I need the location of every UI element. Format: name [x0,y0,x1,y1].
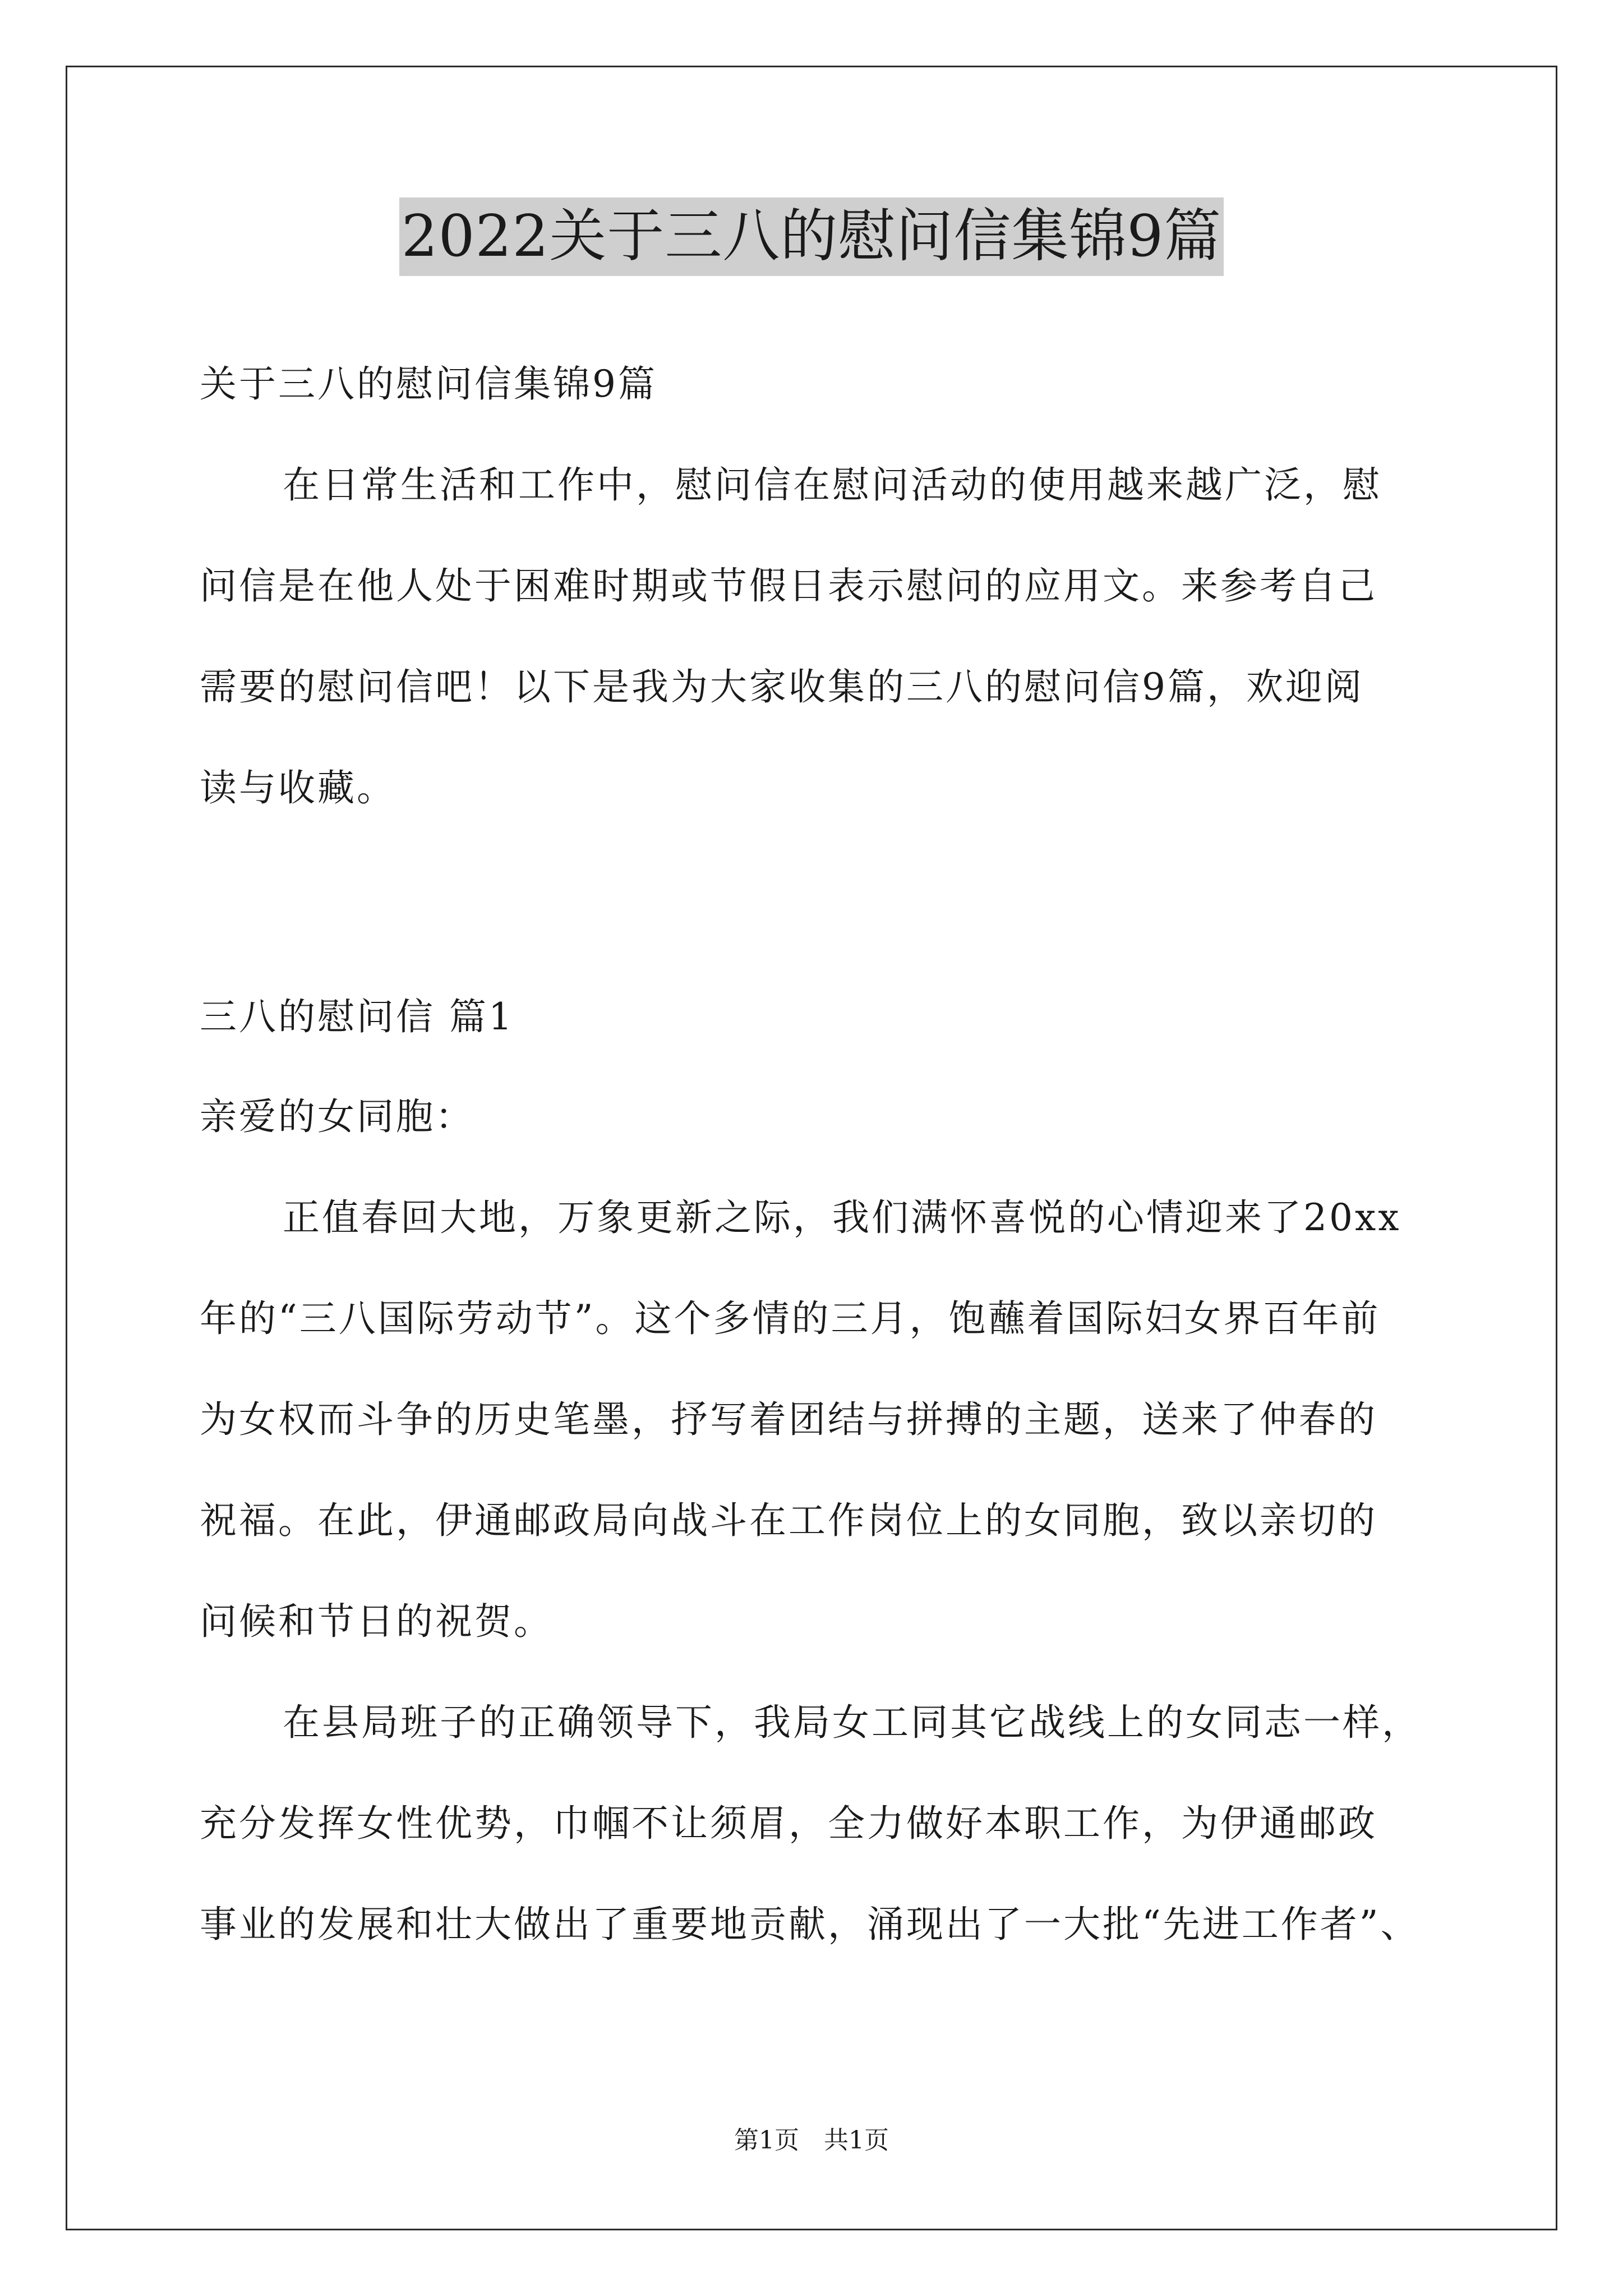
paragraph-line: 祝福。在此，伊通邮政局向战斗在工作岗位上的女同胞，致以亲切的 [200,1499,1377,1542]
intro-line: 在日常生活和工作中，慰问信在慰问活动的使用越来越广泛，慰 [283,463,1382,507]
page-total: 共1页 [824,2126,889,2155]
paragraph-line: 年的“三八国际劳动节”。这个多情的三月，饱蘸着国际妇女界百年前 [200,1297,1381,1340]
intro-line: 读与收藏。 [200,766,396,809]
document-title-text: 2022关于三八的慰问信集锦9篇 [399,197,1224,276]
section-heading: 三八的慰问信 篇1 [200,995,514,1038]
page-number: 第1页 [734,2126,799,2155]
paragraph-line: 充分发挥女性优势，巾帼不让须眉，全力做好本职工作，为伊通邮政 [200,1802,1377,1845]
intro-line: 需要的慰问信吧！以下是我为大家收集的三八的慰问信9篇，欢迎阅 [200,665,1364,708]
page-footer [0,2124,1623,2157]
subtitle: 关于三八的慰问信集锦9篇 [200,362,657,406]
paragraph-line: 正值春回大地，万象更新之际，我们满怀喜悦的心情迎来了20xx [283,1196,1401,1239]
paragraph-line: 在县局班子的正确领导下，我局女工同其它战线上的女同志一样， [283,1701,1421,1744]
intro-line: 问信是在他人处于困难时期或节假日表示慰问的应用文。来参考自己 [200,564,1377,608]
paragraph-line: 为女权而斗争的历史笔墨，抒写着团结与拼搏的主题，送来了仲春的 [200,1398,1377,1441]
paragraph-line: 问候和节日的祝贺。 [200,1600,553,1643]
paragraph-line: 事业的发展和壮大做出了重要地贡献，涌现出了一大批“先进工作者”、 [200,1903,1420,1946]
salutation: 亲爱的女同胞： [200,1095,474,1138]
document-title [0,197,1623,276]
